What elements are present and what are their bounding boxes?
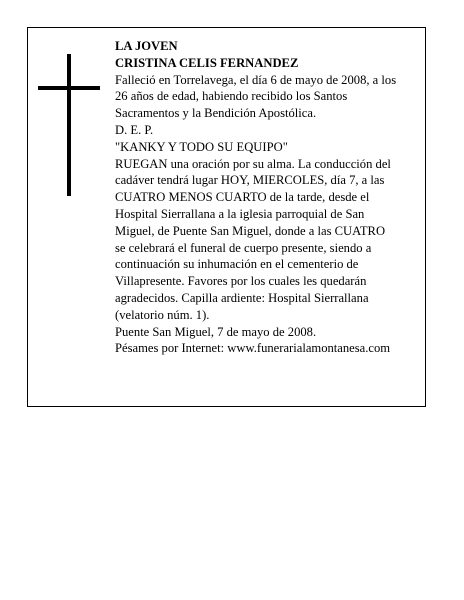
- text-line: se celebrará el funeral de cuerpo presente, siendo a: [115, 240, 372, 255]
- text-line: continuación su inhumación en el cementerio de: [115, 257, 359, 272]
- text-line: "KANKY Y TODO SU EQUIPO": [115, 139, 288, 154]
- text-line: (velatorio núm. 1).: [115, 307, 210, 322]
- text-line: cadáver tendrá lugar HOY, MIERCOLES, día 7, a las: [115, 173, 385, 188]
- text-line: agradecidos. Capilla ardiente: Hospital Sierrallana: [115, 290, 369, 305]
- cross-icon-horizontal-bar: [38, 86, 100, 90]
- text-line: RUEGAN una oración por su alma. La conducción del: [115, 156, 391, 171]
- obituary-heading: LA JOVEN: [115, 39, 178, 53]
- text-line: Pésames por Internet: www.funerarialamontanesa.com: [115, 341, 391, 356]
- text-line: CUATRO MENOS CUARTO de la tarde, desde el: [115, 190, 370, 205]
- text-line: 26 años de edad, habiendo recibido los Santos: [115, 89, 348, 104]
- text-line: Villapresente. Favores por los cuales les quedarán: [115, 274, 367, 289]
- text-line: D. E. P.: [115, 122, 154, 137]
- text-line: Hospital Sierrallana a la iglesia parroquial de San: [115, 206, 365, 221]
- text-line: Miguel, de Puente San Miguel, donde a las CUATRO: [115, 223, 386, 238]
- cross-icon-vertical-bar: [67, 54, 71, 196]
- text-line: Sacramentos y la Bendición Apostólica.: [115, 106, 317, 121]
- text-line: Puente San Miguel, 7 de mayo de 2008.: [115, 324, 317, 339]
- deceased-name: CRISTINA CELIS FERNANDEZ: [115, 55, 299, 70]
- text-line: Falleció en Torrelavega, el día 6 de mayo de 2008, a los: [115, 72, 397, 87]
- obituary-text: [115, 38, 420, 357]
